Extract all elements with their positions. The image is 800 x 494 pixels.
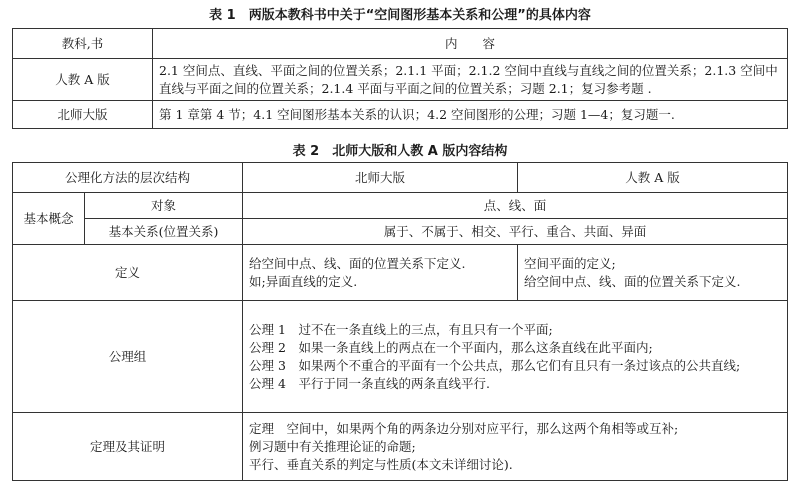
table2 xyxy=(12,162,788,481)
axiom-4: 公理 4 平行于同一条直线的两条直线平行. xyxy=(249,375,490,391)
table1-row-beishida xyxy=(13,101,788,129)
table1-book-beishida: 北师大版 xyxy=(13,101,153,129)
axiom-3: 公理 3 如果两个不重合的平面有一个公共点，那么它们有且只有一条过该点的公共直线; xyxy=(249,357,741,373)
table2-relations-row xyxy=(13,219,788,245)
definition-rj-line1: 空间平面的定义; xyxy=(524,255,616,271)
definition-bsd-line2: 如;异面直线的定义. xyxy=(249,273,358,289)
axiom-2: 公理 2 如果一条直线上的两点在一个平面内，那么这条直线在此平面内; xyxy=(249,339,653,355)
table2-definition-row xyxy=(13,245,788,301)
table2-header-levels: 公理化方法的层次结构 xyxy=(13,163,243,193)
table2-header-bsd: 北师大版 xyxy=(243,163,518,193)
objects-value: 点、线、面 xyxy=(243,193,788,219)
table1-content-renjiao: 2.1 空间点、直线、平面之间的位置关系；2.1.1 平面；2.1.2 空间中直线与直线之间的位置关系；2.1.3 空间中直线与平面之间的位置关系；2.1.4 平面与平面之间的位置关系；习题 2.1；复习参考题 . xyxy=(153,59,788,101)
relations-value: 属于、不属于、相交、平行、重合、共面、异面 xyxy=(243,219,788,245)
table2-header-row xyxy=(13,163,788,193)
basic-concept-label: 基本概念 xyxy=(13,193,85,245)
table2-axioms-row xyxy=(13,301,788,413)
relations-label: 基本关系(位置关系) xyxy=(85,219,243,245)
definition-bsd-line1: 给空间中点、线、面的位置关系下定义. xyxy=(249,255,466,271)
table2-theorems-row xyxy=(13,413,788,481)
table1-content-beishida: 第 1 章第 4 节；4.1 空间图形基本关系的认识；4.2 空间图形的公理；习题 1—4；复习题一. xyxy=(153,101,788,129)
table2-objects-row xyxy=(13,193,788,219)
definition-label: 定义 xyxy=(13,245,243,301)
table1-header-book: 教科,书 xyxy=(13,29,153,59)
definition-rj-line2: 给空间中点、线、面的位置关系下定义. xyxy=(524,273,741,289)
definition-rj xyxy=(518,245,788,301)
table1 xyxy=(12,28,788,129)
theorem-line2: 例习题中有关推理论证的命题; xyxy=(249,438,416,454)
axioms-content xyxy=(243,301,788,413)
axiom-1: 公理 1 过不在一条直线上的三点，有且只有一个平面; xyxy=(249,321,553,337)
table2-header-rj: 人教 A 版 xyxy=(518,163,788,193)
axioms-label: 公理组 xyxy=(13,301,243,413)
table1-caption: 表 1 两版本教科书中关于“空间图形基本关系和公理”的具体内容 xyxy=(209,8,591,23)
table1-header-row xyxy=(13,29,788,59)
table1-book-renjiao: 人教 A 版 xyxy=(13,59,153,101)
objects-label: 对象 xyxy=(85,193,243,219)
table1-row-renjiao xyxy=(13,59,788,101)
theorem-line3: 平行、垂直关系的判定与性质(本文未详细讨论). xyxy=(249,456,513,472)
theorem-line1: 定理 空间中，如果两个角的两条边分别对应平行，那么这两个角相等或互补; xyxy=(249,420,679,436)
table1-header-content: 内 容 xyxy=(153,29,788,59)
table2-caption: 表 2 北师大版和人教 A 版内容结构 xyxy=(292,144,508,159)
theorems-content xyxy=(243,413,788,481)
definition-bsd xyxy=(243,245,518,301)
theorems-label: 定理及其证明 xyxy=(13,413,243,481)
